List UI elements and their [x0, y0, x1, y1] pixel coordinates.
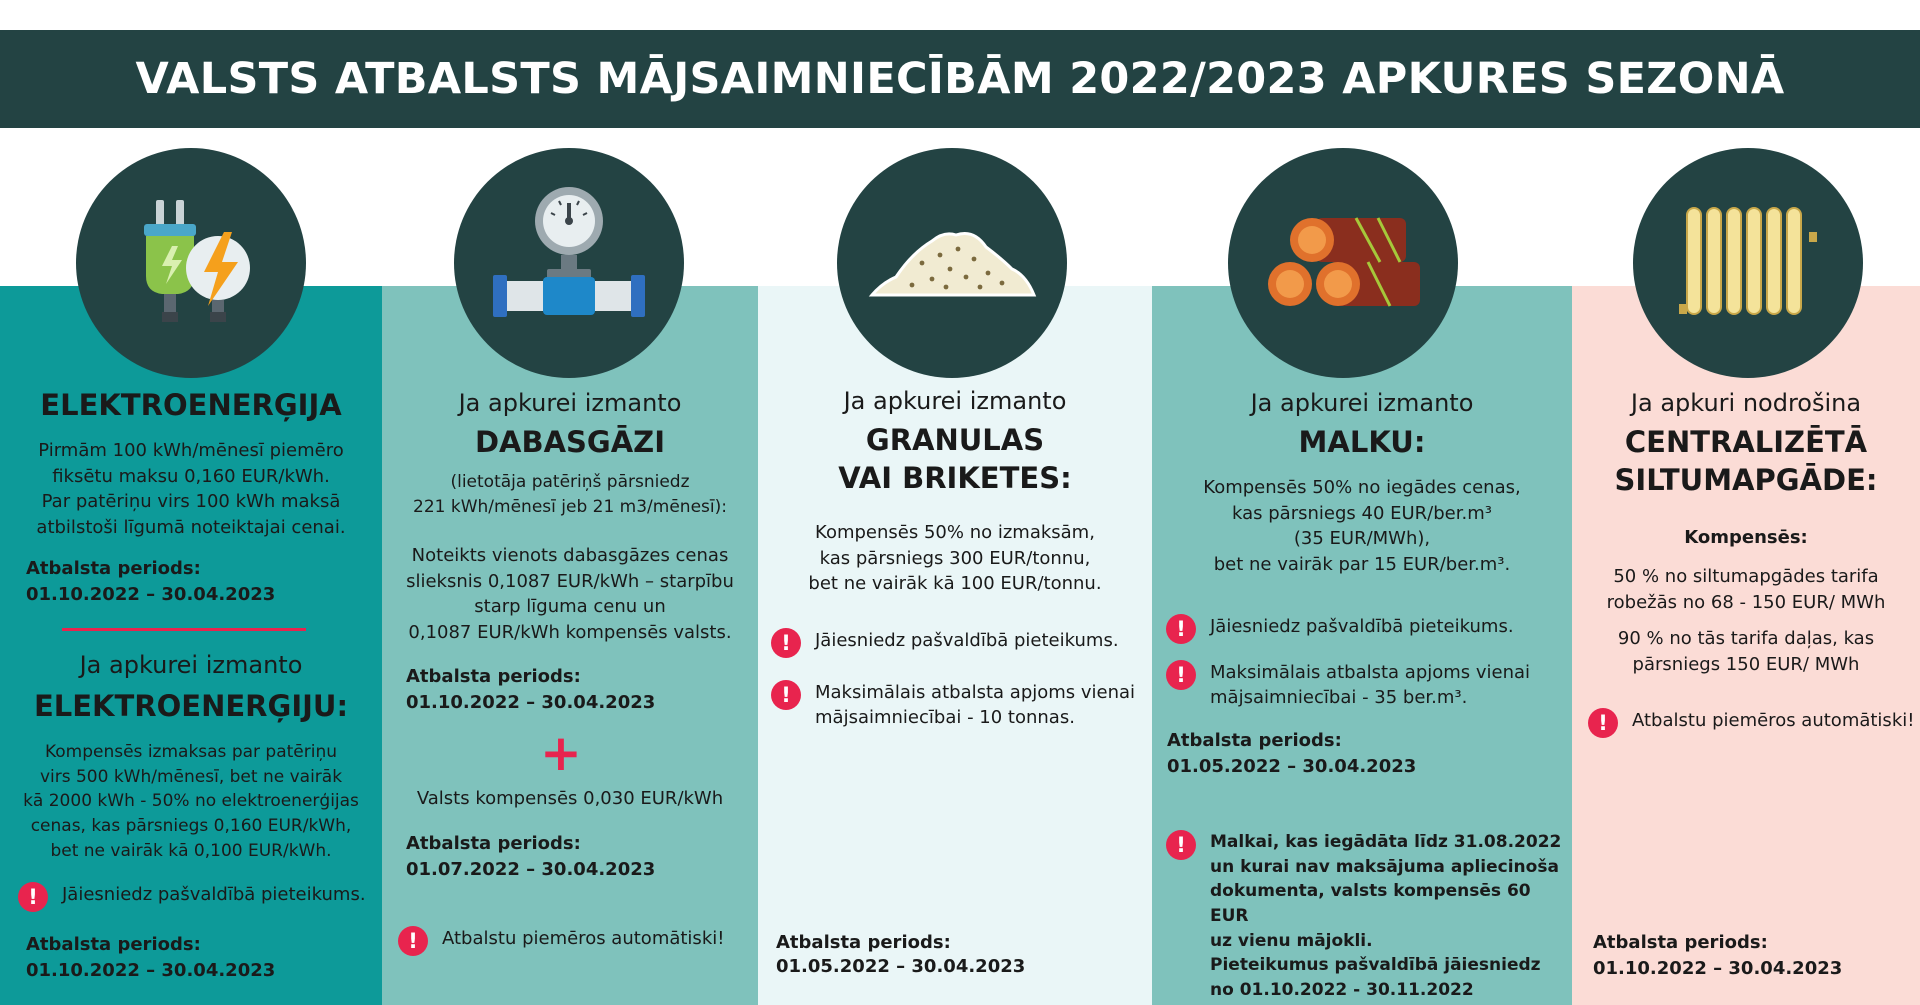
- page-title: VALSTS ATBALSTS MĀJSAIMNIECĪBĀM 2022/2023 APKURES SEZONĀ: [135, 54, 1785, 104]
- pellets-period-label: Atbalsta periods:: [776, 932, 951, 953]
- exclamation-icon: !: [1166, 660, 1196, 690]
- electricity-text: Pirmām 100 kWh/mēnesī piemēro fiksētu maksu 0,160 EUR/kWh. Par patēriņu virs 100 kWh maksā atbilstoši līgumā noteiktajai cenai.: [36, 440, 346, 538]
- electricity-heating-text: Kompensēs izmaksas par patēriņu virs 500 kWh/mēnesī, bet ne vairāk kā 2000 kWh - 50% no elektroenerģijas cenas, kas pārsniegs 0,160 EUR/kWh, bet ne vairāk kā 0,100 EUR/kWh.: [23, 742, 359, 861]
- electricity-alert: ! Jāiesniedz pašvaldībā pieteikums.: [18, 882, 378, 912]
- pellets-alert-2: ! Maksimālais atbalsta apjoms vienai mājsaimniecībai - 10 tonnas.: [771, 680, 1141, 730]
- plus-icon: +: [540, 724, 582, 782]
- divider: [62, 628, 306, 631]
- firewood-alert-3: ! Malkai, kas iegādāta līdz 31.08.2022 un kurai nav maksājuma apliecinoša dokumenta, valsts kompensēs 60 EUR uz vienu mājokli. Pieteikumus pašvaldībā jāiesniedz no 01.10.2022 - 30.11.2022: [1166, 830, 1570, 1002]
- firewood-title: MALKU:: [1298, 425, 1426, 459]
- central-title: CENTRALIZĒTĀ SILTUMAPGĀDE:: [1614, 425, 1878, 497]
- firewood-logs-icon: [1228, 148, 1458, 378]
- gas-lead: Ja apkurei izmanto: [458, 389, 682, 417]
- central-lead: Ja apkuri nodrošina: [1630, 389, 1862, 417]
- gas-text: Noteikts vienots dabasgāzes cenas slieksnis 0,1087 EUR/kWh – starpību starp līguma cenu un 0,1087 EUR/kWh kompensēs valsts.: [406, 545, 734, 643]
- pellets-text: Kompensēs 50% no izmaksām, kas pārsniegs 300 EUR/tonnu, bet ne vairāk kā 100 EUR/tonnu.: [808, 522, 1102, 595]
- firewood-lead: Ja apkurei izmanto: [1250, 389, 1474, 417]
- firewood-alert-1: ! Jāiesniedz pašvaldībā pieteikums.: [1166, 614, 1566, 644]
- plug-lightning-icon: [76, 148, 306, 378]
- electricity-heating-lead: Ja apkurei izmanto: [79, 651, 303, 679]
- exclamation-icon: !: [771, 628, 801, 658]
- gas-title: DABASGĀZI: [474, 425, 665, 459]
- exclamation-icon: !: [1166, 614, 1196, 644]
- central-text-1: 50 % no siltumapgādes tarifa robežās no 68 - 150 EUR/ MWh: [1606, 566, 1886, 613]
- central-subtitle: Kompensēs:: [1684, 527, 1808, 548]
- pellets-pile-icon: [837, 148, 1067, 378]
- exclamation-icon: !: [1588, 708, 1618, 738]
- gas-period-label: Atbalsta periods:: [406, 666, 581, 687]
- gas-period2-value: 01.07.2022 – 30.04.2023: [406, 859, 656, 880]
- central-period-label: Atbalsta periods:: [1593, 932, 1768, 953]
- electricity-heating-period-label: Atbalsta periods:: [26, 934, 201, 955]
- gas-text-2: Valsts kompensēs 0,030 EUR/kWh: [416, 788, 724, 809]
- electricity-period-value: 01.10.2022 – 30.04.2023: [26, 584, 276, 605]
- central-period-value: 01.10.2022 – 30.04.2023: [1593, 958, 1843, 979]
- exclamation-icon: !: [771, 680, 801, 710]
- gas-period-value: 01.10.2022 – 30.04.2023: [406, 692, 656, 713]
- gas-alert: ! Atbalstu piemēros automātiski!: [398, 926, 748, 956]
- pellets-lead: Ja apkurei izmanto: [843, 387, 1067, 415]
- radiator-icon: [1633, 148, 1863, 378]
- gas-note: (lietotāja patēriņš pārsniedz 221 kWh/mēnesī jeb 21 m3/mēnesī):: [413, 472, 727, 517]
- electricity-heating-period-value: 01.10.2022 – 30.04.2023: [26, 960, 276, 981]
- central-alert: ! Atbalstu piemēros automātiski!: [1588, 708, 1918, 738]
- central-text-2: 90 % no tās tarifa daļas, kas pārsniegs 150 EUR/ MWh: [1617, 628, 1875, 675]
- pellets-title: GRANULAS VAI BRIKETES:: [838, 423, 1072, 495]
- electricity-period-label: Atbalsta periods:: [26, 558, 201, 579]
- electricity-heating-title: ELEKTROENERĢIJU:: [33, 689, 349, 723]
- pellets-alert-1: ! Jāiesniedz pašvaldībā pieteikums.: [771, 628, 1141, 658]
- firewood-text: Kompensēs 50% no iegādes cenas, kas pārsniegs 40 EUR/ber.m³ (35 EUR/MWh), bet ne vairāk par 15 EUR/ber.m³.: [1203, 477, 1521, 575]
- gas-meter-pipe-icon: [454, 148, 684, 378]
- exclamation-icon: !: [398, 926, 428, 956]
- exclamation-icon: !: [18, 882, 48, 912]
- pellets-period-value: 01.05.2022 – 30.04.2023: [776, 956, 1026, 977]
- firewood-alert-2: ! Maksimālais atbalsta apjoms vienai mājsaimniecībai - 35 ber.m³.: [1166, 660, 1566, 710]
- firewood-period-label: Atbalsta periods:: [1167, 730, 1342, 751]
- electricity-title: ELEKTROENERĢIJA: [40, 388, 342, 422]
- header-banner: [0, 30, 1920, 128]
- gas-period2-label: Atbalsta periods:: [406, 833, 581, 854]
- firewood-period-value: 01.05.2022 – 30.04.2023: [1167, 756, 1417, 777]
- exclamation-icon: !: [1166, 830, 1196, 860]
